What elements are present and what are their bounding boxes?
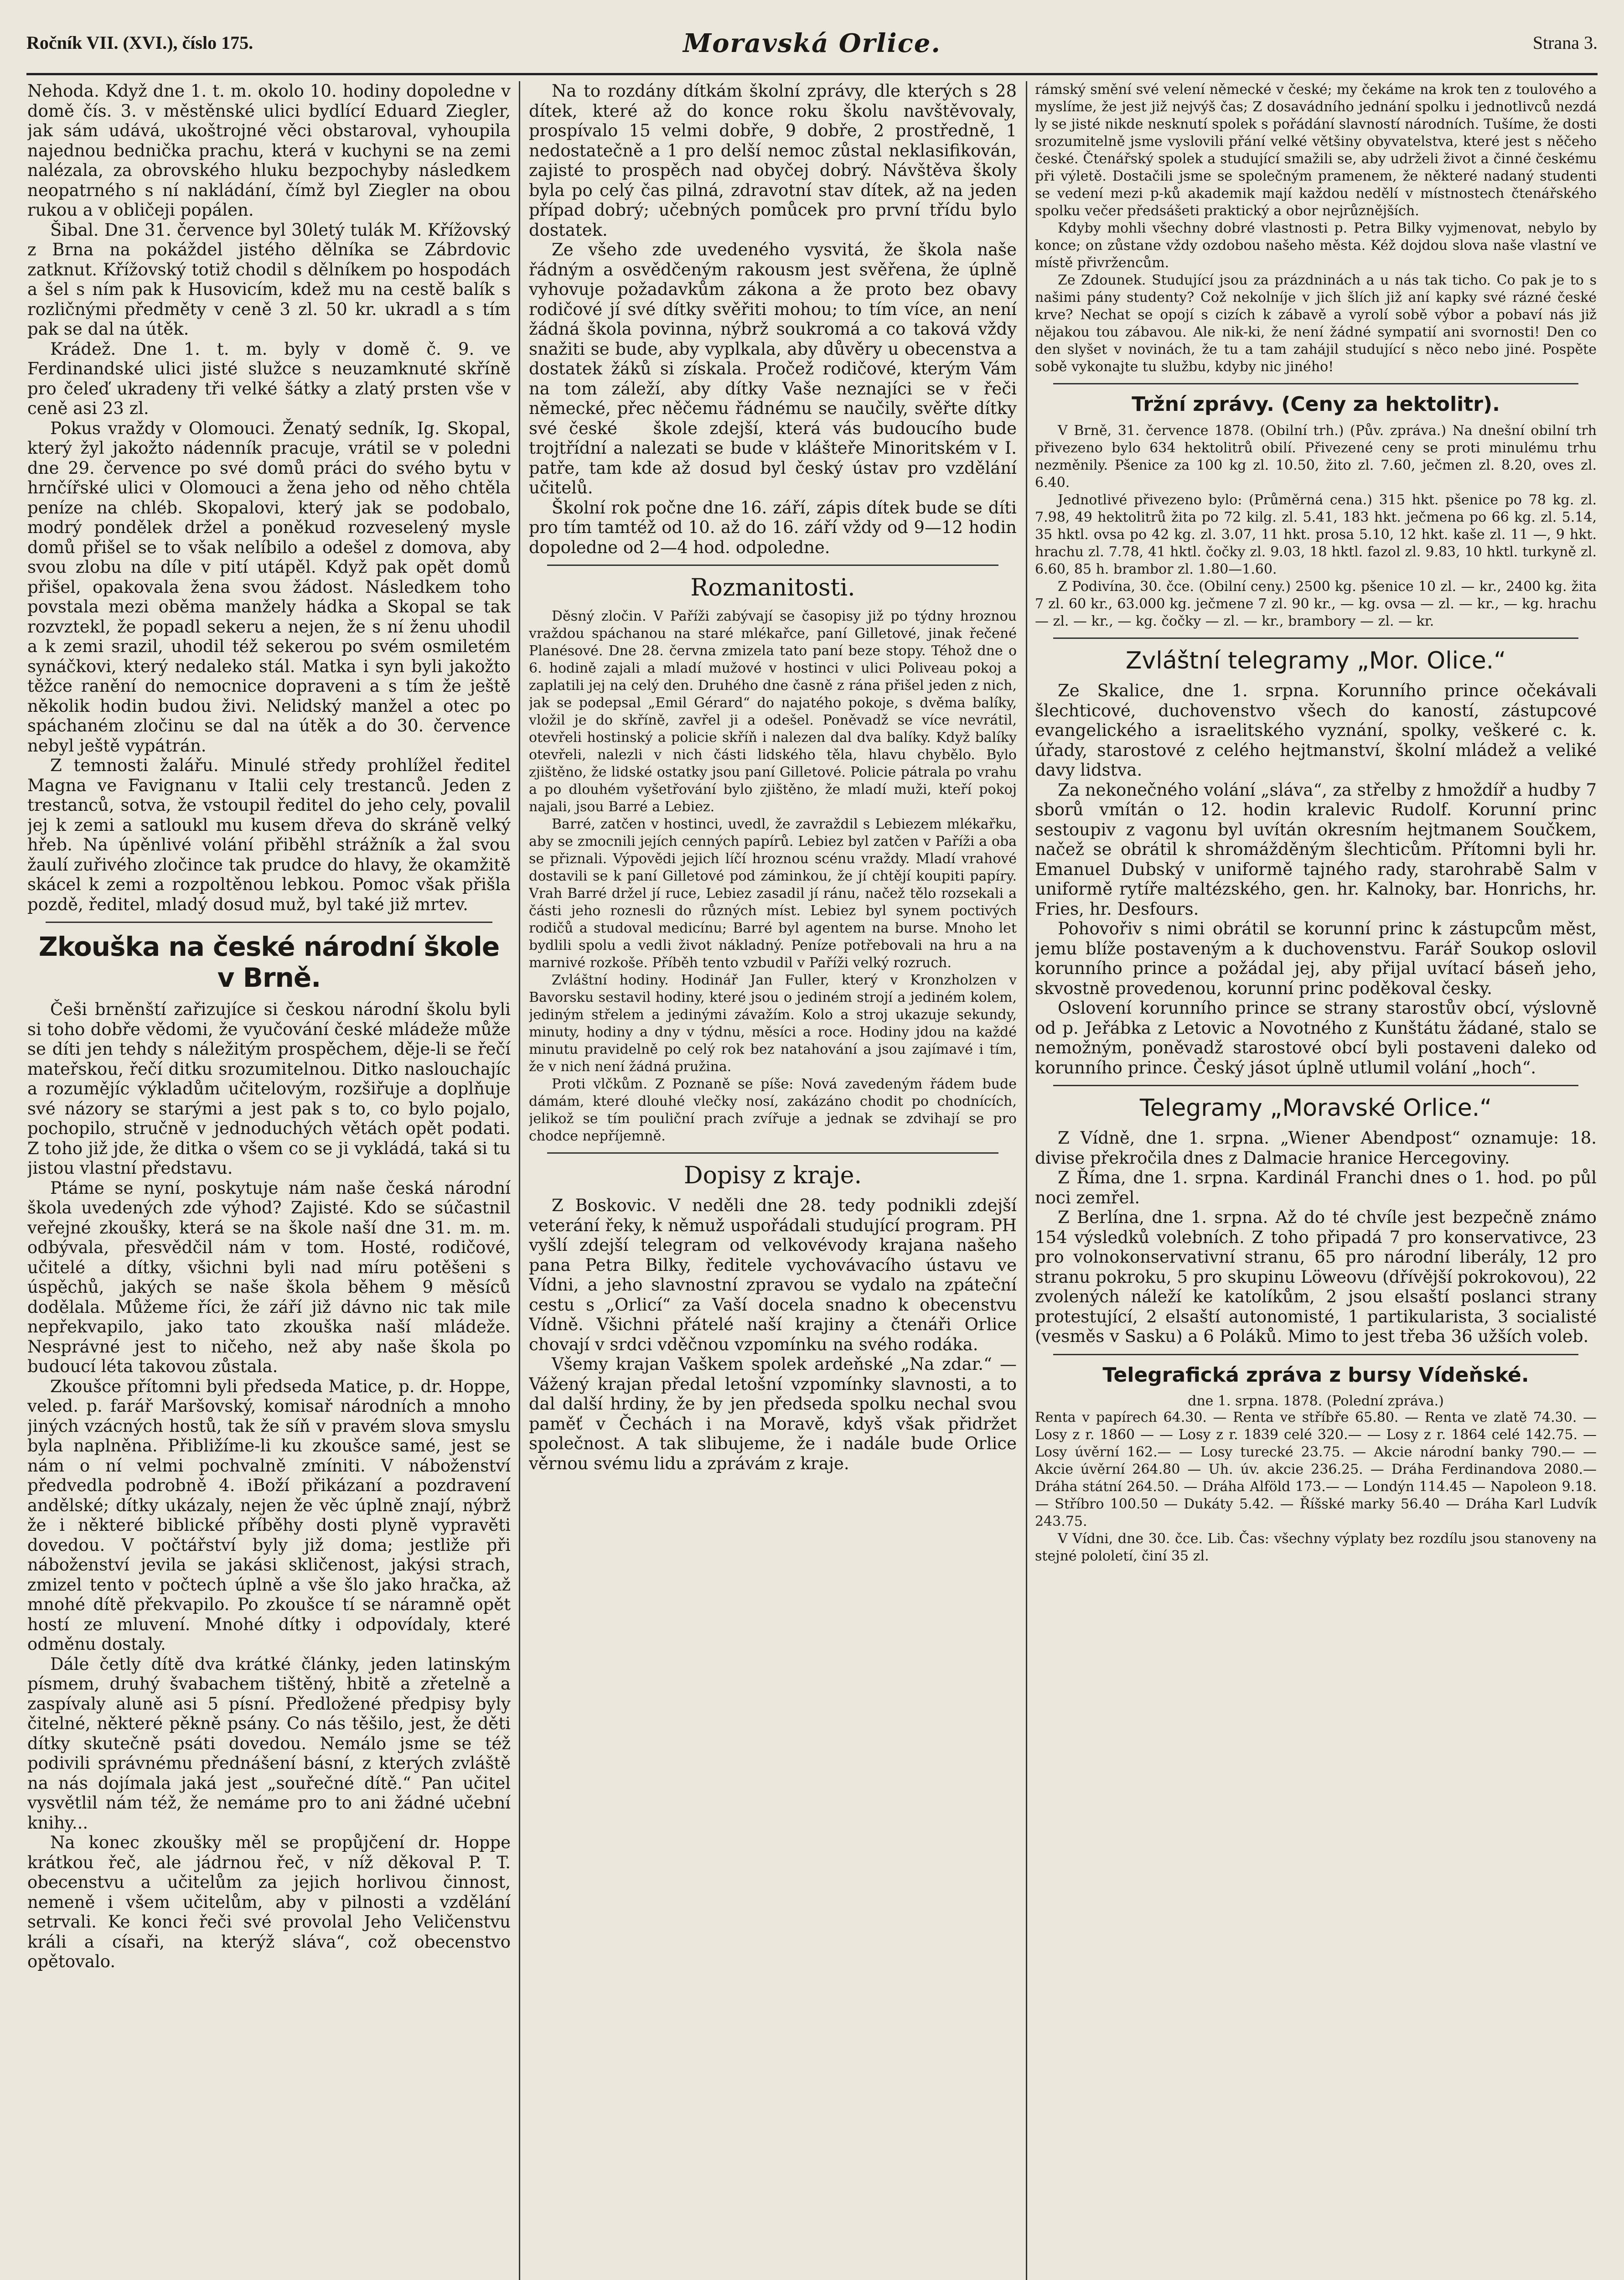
- article-paragraph: Češi brněnští zařizujíce si českou národní školu byli si toho dobře vědomi, že vyučování české mládeže může se díti jen tehdy s náležitým prospěchem, děje-li se řečí mateřskou, řečí ditku srozumitelnou. Ditko naslouchajíc a rozumějíc výkladům učitelovým, rozšiřuje a doplňuje své názory se starými a jest pak s to, co bylo pojalo, pochopilo, stručně v jednoduchých větách opět podati. Z toho již jde, že ditka o všem co se ji vykládá, taká si tu jistou vlastní představu.: [27, 1000, 511, 1178]
- column-2: [529, 81, 1017, 2280]
- section-title-dopisy: Dopisy z kraje.: [683, 1162, 862, 1189]
- article-title: Zkouška na české národní škole v Brně.: [38, 931, 500, 993]
- section-divider: [547, 1152, 998, 1154]
- footer-note: V Vídni, dne 30. čce. Lib. Čas: všechny výplaty bez rozdílu jsou stanoveny na stejné pololetí, činí 35 zl.: [1035, 1530, 1597, 1564]
- article-paragraph: Ze Zdounek. Studující jsou za prázdninách a u nás tak ticho. Co pak je to s našimi pány studenty? Což nekolníje v jich šlích již aní kapky své rázné české krve? Nechat se opojí s cizích k zábavě a vyrolí sobě výbor a pobaví nás již nějakou tou zábavou. Ale nik-ki, že není žádné sympatií ani svornosti! Den co den slyšet v novinách, že tu a tam zahájil studující s něco nebo jiné. Pospěte sobě vykonajte tu službu, kdyby nic jiného!: [1035, 272, 1597, 375]
- market-report: Jednotlivé přivezeno bylo: (Průměrná cena.) 315 hkt. pšenice po 78 kg. zl. 7.98, 49 hektolitrů žita po 72 kilg. zl. 5.41, 183 hkt. ječmena po 66 kg. zl. 5.14, 35 hktl. ovsa po 42 kg. zl. 3.07, 11 hkt. prosa 5.10, 12 hkt. kaše zl. 11 —, 9 hkt. hrachu zl. 7.78, 41 hktl. čočky zl. 9.03, 18 hktl. fazol zl. 9.83, 10 hktl. turkyně zl. 6.60, 85 h. brambor zl. 1.80—1.60.: [1035, 492, 1597, 577]
- telegram-item: Z Říma, dne 1. srpna. Kardinál Franchi dnes o 1. hod. po půl noci zemřel.: [1035, 1168, 1597, 1207]
- column-3-intro: [1035, 81, 1597, 376]
- page-number: Strana 3.: [1532, 32, 1598, 53]
- section-title-rozmanitosti: Rozmanitosti.: [690, 574, 855, 601]
- article-paragraph: Na to rozdány dítkám školní zprávy, dle kterých s 28 dítek, které až do konce roku školu navštěvovaly, prospívalo 15 velmi dobře, 9 dobře, 2 prostředně, 1 nedostatečně a 1 pro delší nemoc zůstal neklasifikován, zajisté to prospěch nad obyčej dobrý. Návštěva školy byla po celý čas pilná, zdravotní stav dítek, až na jeden případ dobrý; učebných pomůcek pro první třídu bylo dostatek.: [529, 81, 1017, 240]
- news-item: Zvláštní hodiny. Hodinář Jan Fuller, který v Kronzholzen v Bavorsku sestavil hodiny, které jsou o jediném strojí a jediném kolem, jediným střelem a jedinými závažím. Kolo a stroj ukazuje sekundy, minuty, hodiny a dny v týdnu, měsíci a roce. Hodiny jdou na každé minutu pravidelně po celý rok bez natahování a jsou zajímavé i tím, že v nich není žádná pružina.: [529, 972, 1017, 1075]
- market-report: V Brně, 31. července 1878. (Obilní trh.) (Pův. zpráva.) Na dnešní obilní trh přivezeno bylo 634 hektolitrů obilí. Přivezené ceny se proti minulému trhu nezměnily. Pšenice za 100 kg zl. 10.50, žito zl. 7.60, ječmen zl. 8.20, oves zl. 6.40.: [1035, 423, 1597, 491]
- issue-number: Ročník VII. (XVI.), číslo 175.: [26, 32, 253, 53]
- market-report: Z Podivína, 30. čce. (Obilní ceny.) 2500 kg. pšenice 10 zl. — kr., 2400 kg. žita 7 zl. 60 kr., 63.000 kg. ječmene 7 zl. 90 kr., — kg. ovsa — zl. — kr., — kg. hrachu — zl. — kr., — kg. čočky — zl. — kr., brambory — zl. — kr.: [1035, 579, 1597, 629]
- telegram-item: Z Berlína, dne 1. srpna. Až do té chvíle jest bezpečně známo 154 výsledků volebních. Z toho připadá 7 pro konservativce, 23 pro volnokonservativní stranu, 65 pro národní liberály, 12 pro stranu pokroku, 5 pro skupinu Löweovu (dřívější pokrokovou), 22 zvolených náleží ke katolíkům, 2 jsou elsaští poslanci strany protestující, 2 elsaští autonomisté, 1 partikularista, 3 socialisté (vesměs v Sasku) a 6 Poláků. Mimo to jest třeba 36 užších voleb.: [1035, 1207, 1597, 1346]
- news-item: Nehoda. Když dne 1. t. m. okolo 10. hodiny dopoledne v domě čís. 3. v městěnské ulici bydlící Eduard Ziegler, jak sám udává, ukoštrojné věci obstaroval, vyhoupila najednou bednička prachu, která v kuchyni se na zemi nalézala, za obrovského hluku bezpochyby následkem neopatrného s ní nakládání, čímž byl Ziegler na obou rukou a v obličeji popálen.: [27, 81, 511, 220]
- bursa-quotes: Renta v papírech 64.30. — Renta ve stříbře 65.80. — Renta ve zlatě 74.30. — Losy z r. 1860 — — Losy z r. 1839 celé 320.— — Losy z r. 1864 celé 142.75. — Losy úvěrní 162.— — Losy turecké 23.75. — Akcie národní banky 790.— — Akcie úvěrní 264.80 — Uh. úv. akcie 236.25. — Dráha Ferdinandova 2080.— Dráha státní 264.50. — Dráha Alföld 173.— — Londýn 114.45 — Napoleon 9.18. — Stříbro 100.50 — Dukáty 5.42. — Říšské marky 56.40 — Dráha Karl Ludvík 243.75.: [1035, 1409, 1597, 1529]
- telegram-item: Ze Skalice, dne 1. srpna. Korunního prince očekávali šlechticové, duchovenstvo všech do kaností, zástupcové evangelického a israelitského vyznání, spolky, veškeré c. k. úřady, starostové z celého hejtmanství, školní mládež a veliké davy lidstva.: [1035, 681, 1597, 780]
- section-divider: [1053, 1354, 1578, 1355]
- section-divider: [547, 565, 998, 566]
- section-title-trzni: Tržní zprávy. (Ceny za hektolitr).: [1132, 393, 1500, 416]
- masthead-title: Moravská Orlice.: [683, 28, 941, 58]
- telegram-item: Pohovořiv s nimi obrátil se korunní princ k zástupcům měst, jemu blíže postaveným a k duchovenstvu. Farář Soukop oslovil korunního prince a požádal jej, aby přijal uvítací báseň jeho, skvostně provedenou, korunní princ poděkoval česky.: [1035, 919, 1597, 998]
- market-reports: [1035, 422, 1597, 630]
- news-item: Barré, zatčen v hostinci, uvedl, že zavraždil s Lebiezem mlékařku, aby se zmocnili jejích cenných papírů. Lebiez byl zatčen v Paříži a oba se přiznali. Výpovědi jejich líčí hroznou scénu vraždy. Mladí vrahové dostavili se k paní Gilletové pod záminkou, že jí chtějí koupiti papíry. Vrah Barré držel jí ruce, Lebiez zasadil jí ránu, načež tělo rozsekali a části jeho roznesli do různých míst. Lebiez byl synem poctivých rodičů a studoval medicínu; Barré byl agentem na burse. Mnoho let bydlili spolu a vedli život nákladný. Peníze potřebovali na hru a na marnivé rozkoše. Příběh tento vzbudil v Paříži velký rozruch.: [529, 816, 1017, 971]
- telegram-item: Z Vídně, dne 1. srpna. „Wiener Abendpost“ oznamuje: 18. divise překročila dnes z Dalmacie hranice Hercegoviny.: [1035, 1128, 1597, 1168]
- bursa-date: dne 1. srpna. 1878. (Polední zpráva.): [1188, 1393, 1444, 1409]
- column-divider: [519, 81, 520, 2280]
- article-paragraph: Zkoušce přítomni byli předseda Matice, p. dr. Hoppe, veled. p. farář Maršovský, komisař národních a mnoho jiných vzácných hostů, tak že síň v pravém slova smyslu byla naplněna. Přibližíme-li ku zkoušce samé, jest se nám o ní velmi pochvalně zmíniti. V náboženství předvedla podrobně 4. iBoží přikázaní a pozdravení andělské; dítky ukázaly, nejen že věc úplně znají, nýbrž že i některé biblické příběhy dosti plyně vypravěti dovedou. V počtářství byly již doma; jestliže při náboženství jevila se jakási skličenost, jakýsi strach, zmizel tento v počtech úplně a vše šlo jako hračka, až mnohé dítě překvapilo. Po zkoušce tí se náramně opět hostí ze mluvení. Mnohé dítky i odpovídaly, které odměnu dostaly.: [27, 1376, 511, 1654]
- news-item: Šibal. Dne 31. července byl 30letý tulák M. Křížovský z Brna na pokáždel jistého dělníka se Zábrdovic zatknut. Křížovský totiž chodil s dělníkem po hospodách a šel s ním pak k Husovicím, kdež mu na cestě balík s rozličnými předměty v ceně 3 zl. 50 kr. ukradl a s tím pak se dal na útěk.: [27, 220, 511, 339]
- news-item: Děsný zločin. V Paříži zabývají se časopisy již po týdny hroznou vraždou spáchanou na staré mlékařce, paní Gilletové, jinak řečené Planésové. Dne 28. června zmizela tato paní beze stopy. Téhož dne o 6. hodině zajali a mladí mužové v hostinci v ulici Poliveau pokoj a zaplatili jej na celý den. Druhého dne časně z rána přišel jeden z nich, jak se podepsal „Emil Gérard“ do najatého pokoje, s dvěma balíky, vložil je do skříně, zavřel ji a odešel. Poněvadž se více nevrátil, otevřeli hostinský a policie skříň i nalezen dal dva balíky. Když balíky otevřeli, nalezli v nich části lidského těla, hlavu chybělo. Bylo zjištěno, že lidské ostatky jsou paní Gilletové. Policie pátrala po vrahu a po dlouhém vyšetřování bylo zjištěno, že mladí muži, kteří pokoj najali, jsou Barré a Lebiez.: [529, 608, 1017, 815]
- section-divider: [1053, 383, 1578, 384]
- article-paragraph: Ze všeho zde uvedeného vysvitá, že škola naše řádným a osvědčeným rakousm jest svěřena, že úplně vyhovuje požadavkům zákona a že proto bez obavy rodičové jí své dítky svěřiti mohou; to tím více, an není žádná škola povinna, nýbrž soukromá a co taková vždy snažiti se bude, aby vyplkala, aby důvěry u obecenstva a dostatek žáků si získala. Pročež rodičové, kterým Vám na tom záleží, aby dítky Vaše neznajíci se v řeči německé, přec něčemu řádnému se naučily, svěřte dítky své české škole zdejší, která vás budoucího bude trojtřídní a nalezati se bude v klášteře Minoritském v I. patře, tam kde až dosud byl český ústav pro vzdělání učitelů.: [529, 240, 1017, 497]
- news-item: Proti vlčkům. Z Poznaně se píše: Nová zavedeným řádem bude dámám, které dlouhé vlečky nosí, zakázáno chodit po chodnících, jelikož se tím pouliční prach zvířuje a jednak se zdvihají se pro chodce nepříjemně.: [529, 1076, 1017, 1144]
- bursa-report: [1035, 1409, 1597, 1565]
- column-1: [27, 81, 511, 2280]
- article-paragraph: Na konec zkoušky měl se propůjčení dr. Hoppe krátkou řeč, ale jádrnou řeč, v níž děkoval P. T. obecenstvu a učitelům za jejich horlivou činnost, nemeně i všem učitelům, aby v pilnosti a vzdělání setrvali. Ke konci řeči své provolal Jeho Veličenstvu králi a císaři, na kterýž sláva“, což obecenstvo opětovalo.: [27, 1833, 511, 1971]
- telegram-item: Za nekonečného volání „sláva“, za střelby z hmoždíř a hudby 7 sborů vmítán o 12. hodin kralevic Rudolf. Korunní princ sestoupiv z vagonu byl uvítán okresním hejtmanem Součkem, načež se obrátil k shromážděným šlechticům. Přítomni byli hr. Emanuel Dubský v uniformě tajného rady, starohrabě Salm v uniformě rytíře maltézského, gen. hr. Kalnoky, bar. Honrichs, hr. Fries, hr. Desfours.: [1035, 780, 1597, 919]
- section-title-bursa: Telegrafická zpráva z bursy Vídeňské.: [1102, 1363, 1529, 1387]
- article-paragraph: Školní rok počne dne 16. září, zápis dítek bude se díti pro tím tamtéž od 10. až do 16. září vždy od 9—12 hodin dopoledne od 2—4 hod. odpoledne.: [529, 497, 1017, 557]
- news-item: Všemy krajan Vaškem spolek ardeňské „Na zdar.“ — Vážený krajan předal letošní vzpomínky slavnosti, a to dal další hrdiny, že by jen předseda spolku nechal svou paměť v Čechách i na Moravě, kdyš však přidržet společnost. A tak slibujeme, že i nadále bude Orlice věrnou svému lidu a zprávám z kraje.: [529, 1354, 1017, 1473]
- header-rule: [26, 73, 1598, 75]
- section-title-telegramy: Telegramy „Moravské Orlice.“: [1139, 1094, 1492, 1122]
- news-item: Z Boskovic. V neděli dne 28. tedy podnikli zdejší veterání řeky, k němuž uspořádali studující program. PH vyšlí zdejší telegram od velkovévody krajana našeho pana Petra Bilky, ředitele vychovávacího ústavu ve Vídni, a jeho slavnostní zpravou se vydalo na zpáteční cestu s „Orlicí“ za Vaší docela snadno k obecenstvu Vídně. Všichni přátelé naší krajiny a čtenáři Orlice chovají v srdci vděčnou vzpomínku na svého rodáka.: [529, 1196, 1017, 1354]
- telegram-item: Oslovení korunního prince se strany starostův obcí, výslovně od p. Jeřábka z Letovic a Novotného z Kunštátu žádané, stalo se nemožným, poněvadž starostové obcí byli postaveni daleko od korunního prince. Český jásot úplně utlumil volání „hoch“.: [1035, 998, 1597, 1078]
- section-divider: [46, 922, 492, 923]
- news-item: Z temnosti žalářu. Minulé středy prohlížel ředitel Magna ve Favignanu v Italii cely trestanců. Jeden z trestanců, sotva, že vstoupil ředitel do jeho cely, povalil jej k zemi a satloukl mu kusem dřeva do skráně velký hřeb. Na úpěnlivé volání přiběhl strážník a žal svou žaulí zuřivého zločince tak prudce do hlavy, že okamžitě skácel k zemi a rozpoltěnou lebkou. Pomoc však přišla pozdě, ředitel, mladý dosud muž, byl také již mrtev.: [27, 756, 511, 914]
- news-item: Krádež. Dne 1. t. m. byly v domě č. 9. ve Ferdinandské ulici jisté služce s neuzamknuté skříně pro čeleď ukradeny tři velké šátky a zlatý prsten vše v ceně asi 23 zl.: [27, 339, 511, 418]
- news-item: Pokus vraždy v Olomouci. Ženatý sedník, Ig. Skopal, který žyl jakožto nádenník pracuje, vrátil se v poledni dne 29. července po své domů práci do svého bytu v hrnčířské ulici v Olomouci a žena jeho od něho chtěla peníze na chléb. Skopalovi, který jak se podobalo, modrý pondělek držel a poněkud rozveselený mysle domů přišel se to však nelíbilo a odešel z domova, aby svou zlobu na díle v pití utápěl. Když pak opět domů přišel, opakovala žena svou žádost. Následkem toho povstala mezi oběma manžely hádka a Skopal se tak rozvztekl, že popadl sekeru a nejen, že s ní ženu uhodil a k zemi srazil, uhodil též sekerou po svém osmiletém synáčkovi, který nedaleko stál. Matka i syn byli jakožto těžce ranění do nemocnice dopraveni a s tím že ještě několik hodin budou živi. Nelidský manžel a otec po spáchaném zločinu se dal na útěk a do 30. července nebyl ještě vypátrán.: [27, 418, 511, 756]
- page-header: [26, 28, 1598, 68]
- rozmanitosti-section: [529, 608, 1017, 1145]
- column-3: [1035, 81, 1597, 2280]
- article-paragraph: Ptáme se nyní, poskytuje nám naše česká národní škola uvedených zde výhod? Zajisté. Kdo se súčastnil veřejné zkoušky, která se na škole naší dne 31. m. m. odbývala, přesvědčil nám v tom. Hosté, rodičové, učitelé a dítky, všichni byli nad míru potěšeni s úspěchů, jakých se naše škola během 9 měsíců dodělala. Můžeme říci, že září již dávno nic tak mile nepřekvapilo, jako tato zkouška naší mládeže. Nesprávné jest to ničeho, než aby naše škola po budoucí léta takovou zůstala.: [27, 1178, 511, 1376]
- article-paragraph: Dále četly dítě dva krátké články, jeden latinským písmem, druhý švabachem tištěný, hbitě a zřetelně a zaspívaly aluně asi 5 písní. Předložené předpisy byly čitelné, některé pěkně psány. Co nás těšilo, jest, že děti dítky skutečně psáti dovedou. Nemálo jsme se též podivili správnému přednášení básní, z kterých zvláště na nás dojímala jaká jest „souřečné dítě.“ Pan učitel vysvětlil nám též, že nemáme pro to ani žádné učební knihy...: [27, 1654, 511, 1833]
- section-title-zvlastni: Zvláštní telegramy „Mor. Olice.“: [1125, 647, 1506, 674]
- column-divider: [1026, 81, 1027, 2280]
- article-paragraph: Kdyby mohli všechny dobré vlastnosti p. Petra Bilky vyjmenovat, nebylo by konce; on zůstane vždy ozdobou našeho města. Kéž dojdou slova naše vlastní ve místě přivržencům.: [1035, 220, 1597, 271]
- section-divider: [1053, 1085, 1578, 1086]
- article-paragraph: rámský smění své velení německé v české; my čekáme na krok ten z toulového a myslíme, že jest již nejvýš čas; Z dosavádního jednání spolku i jednotlivců nezdá ly se jisté nikde nesknutí spolek s pořádání slavností národních. Tušíme, že dosti srozumitelně jsme vyslovili přání velké většiny obyvatelstva, které jest s něčeho české. Čtenářský spolek a studující smažili se, aby udrželi život a činné českému při výletě. Dostačili jsme se společným pramenem, že některé nadaný studenti se vedení mezi p-ků akademik mají každou nedělí v místnostech čtenářského spolku večer předsášeti praktický a obor nejrůznějších.: [1035, 82, 1597, 219]
- section-divider: [1053, 637, 1578, 639]
